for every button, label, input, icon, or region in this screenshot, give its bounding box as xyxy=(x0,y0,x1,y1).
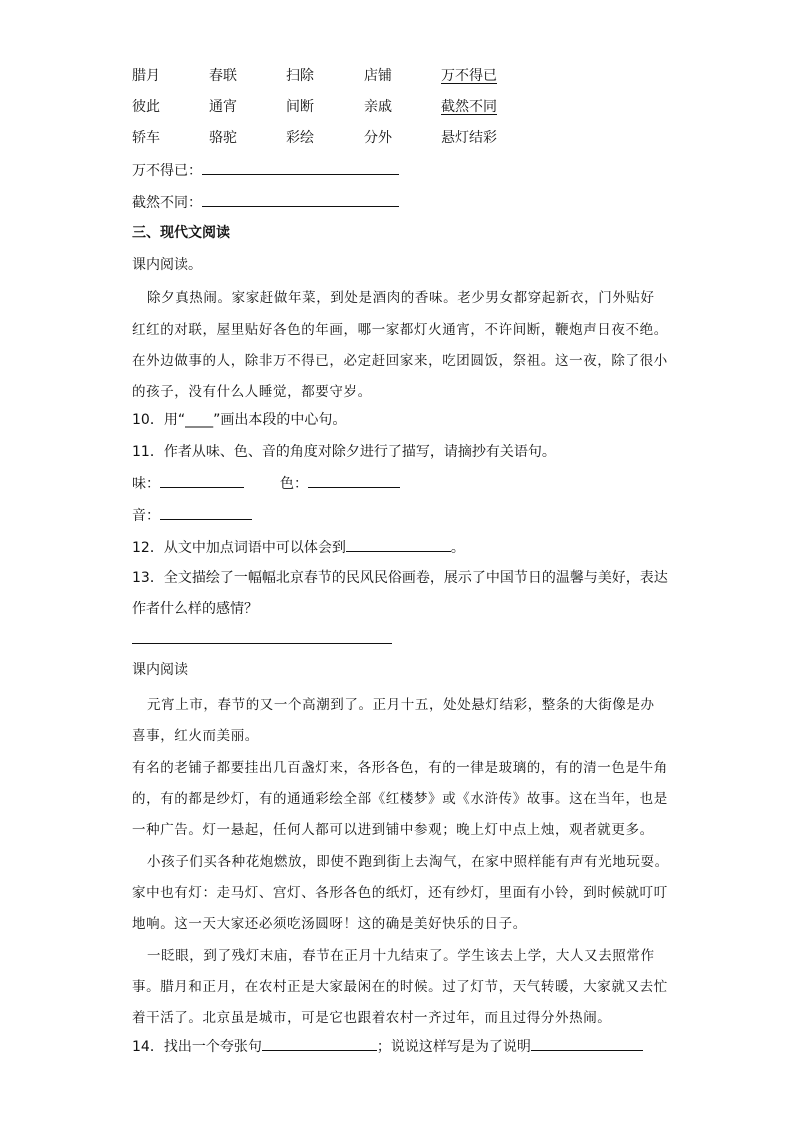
answer-blank[interactable] xyxy=(346,537,451,552)
word-cell: 间断 xyxy=(286,99,314,115)
fill-item-2 xyxy=(132,192,399,213)
answer-line[interactable] xyxy=(132,643,392,644)
word-cell: 彼此 xyxy=(132,99,160,115)
answer-blank[interactable] xyxy=(531,1036,643,1051)
passage-line: 除夕真热闹。家家赶做年菜，到处是酒肉的香味。老少男女都穿起新衣，门外贴好 xyxy=(147,290,655,306)
fill-item-1 xyxy=(132,160,399,181)
passage-line: 小孩子们买各种花炮燃放，即使不跑到街上去淘气，在家中照样能有声有光地玩耍。 xyxy=(147,854,669,870)
word-cell: 彩绘 xyxy=(286,130,314,146)
passage-line: 着干活了。北京虽是城市，可是它也跟着农村一齐过年，而且过得分外热闹。 xyxy=(132,1010,612,1026)
passage-line: 在外边做事的人，除非万不得已，必定赶回家来，吃团圆饭，祭祖。这一夜，除了很小 xyxy=(132,353,668,369)
fill-item-label: 万不得已： xyxy=(132,163,202,179)
q11-wei-label: 味： xyxy=(132,476,160,492)
word-cell: 春联 xyxy=(209,68,237,84)
passage-line: 一种广告。灯一悬起，任何人都可以进到铺中参观；晚上灯中点上烛，观者就更多。 xyxy=(132,822,654,838)
q11-yin-label: 音： xyxy=(132,508,160,524)
question-14-text-2: ；说说这样写是为了说明 xyxy=(376,1039,531,1055)
passage-line: 的孩子，没有什么人睡觉，都要守岁。 xyxy=(132,384,372,400)
word-cell-underlined: 万不得已 xyxy=(441,68,497,84)
passage-line: 红红的对联，屋里贴好各色的年画，哪一家都灯火通宵，不许间断，鞭炮声日夜不绝。 xyxy=(132,322,668,338)
answer-blank[interactable] xyxy=(160,473,244,488)
word-cell-underlined: 截然不同 xyxy=(441,99,497,115)
answer-blank[interactable] xyxy=(160,505,252,520)
word-cell: 骆驼 xyxy=(209,130,237,146)
question-12 xyxy=(132,537,465,558)
answer-blank[interactable] xyxy=(308,473,400,488)
passage-line: 元宵上市，春节的又一个高潮到了。正月十五，处处悬灯结彩，整条的大街像是办 xyxy=(147,697,655,713)
passage-line: 喜事，红火而美丽。 xyxy=(132,728,259,744)
fill-item-label: 截然不同： xyxy=(132,195,202,211)
question-10: 10．用“____”画出本段的中心句。 xyxy=(132,412,347,428)
answer-blank[interactable] xyxy=(202,160,399,175)
question-14 xyxy=(132,1036,643,1057)
answer-blank[interactable] xyxy=(202,192,399,207)
word-cell: 扫除 xyxy=(286,68,314,84)
q11-se-label: 色： xyxy=(280,476,308,492)
passage-line: 家中也有灯：走马灯、宫灯、各形各色的纸灯，还有纱灯，里面有小铃，到时候就叮叮 xyxy=(132,885,668,901)
answer-blank[interactable] xyxy=(262,1036,377,1051)
question-13-line-1: 13．全文描绘了一幅幅北京春节的民风民俗画卷，展示了中国节日的温馨与美好，表达 xyxy=(132,570,668,586)
passage-line: 有名的老铺子都要挂出几百盏灯来，各形各色，有的一律是玻璃的，有的清一色是牛角 xyxy=(132,760,668,776)
word-cell: 腊月 xyxy=(132,68,160,84)
question-12-text: 12．从文中加点词语中可以体会到 xyxy=(132,540,346,556)
word-cell: 通宵 xyxy=(209,99,237,115)
word-cell: 轿车 xyxy=(132,130,160,146)
word-cell: 悬灯结彩 xyxy=(441,130,497,146)
question-13-line-2: 作者什么样的感情？ xyxy=(132,601,258,617)
passage-line: 事。腊月和正月，在农村正是大家最闲在的时候。过了灯节，天气转暖，大家就又去忙 xyxy=(132,979,668,995)
question-14-text: 14．找出一个夸张句 xyxy=(132,1039,262,1055)
passage-line: 一眨眼，到了残灯末庙，春节在正月十九结束了。学生该去上学，大人又去照常作 xyxy=(147,948,655,964)
reading-label: 课内阅读 xyxy=(132,662,188,678)
word-cell: 亲戚 xyxy=(364,99,392,115)
word-cell: 店铺 xyxy=(364,68,392,84)
q11-wei-line xyxy=(132,473,244,494)
reading-label: 课内阅读。 xyxy=(132,257,202,273)
q11-yin-line xyxy=(132,505,252,526)
section-title: 三、现代文阅读 xyxy=(132,225,230,241)
passage-line: 的，有的都是纱灯，有的通通彩绘全部《红楼梦》或《水浒传》故事。这在当年，也是 xyxy=(132,791,668,807)
question-12-end: 。 xyxy=(450,540,465,556)
question-11: 11．作者从味、色、音的角度对除夕进行了描写，请摘抄有关语句。 xyxy=(132,444,556,460)
passage-line: 地响。这一天大家还必须吃汤圆呀！这的确是美好快乐的日子。 xyxy=(132,916,527,932)
word-cell: 分外 xyxy=(364,130,392,146)
q11-se-line xyxy=(280,473,400,494)
